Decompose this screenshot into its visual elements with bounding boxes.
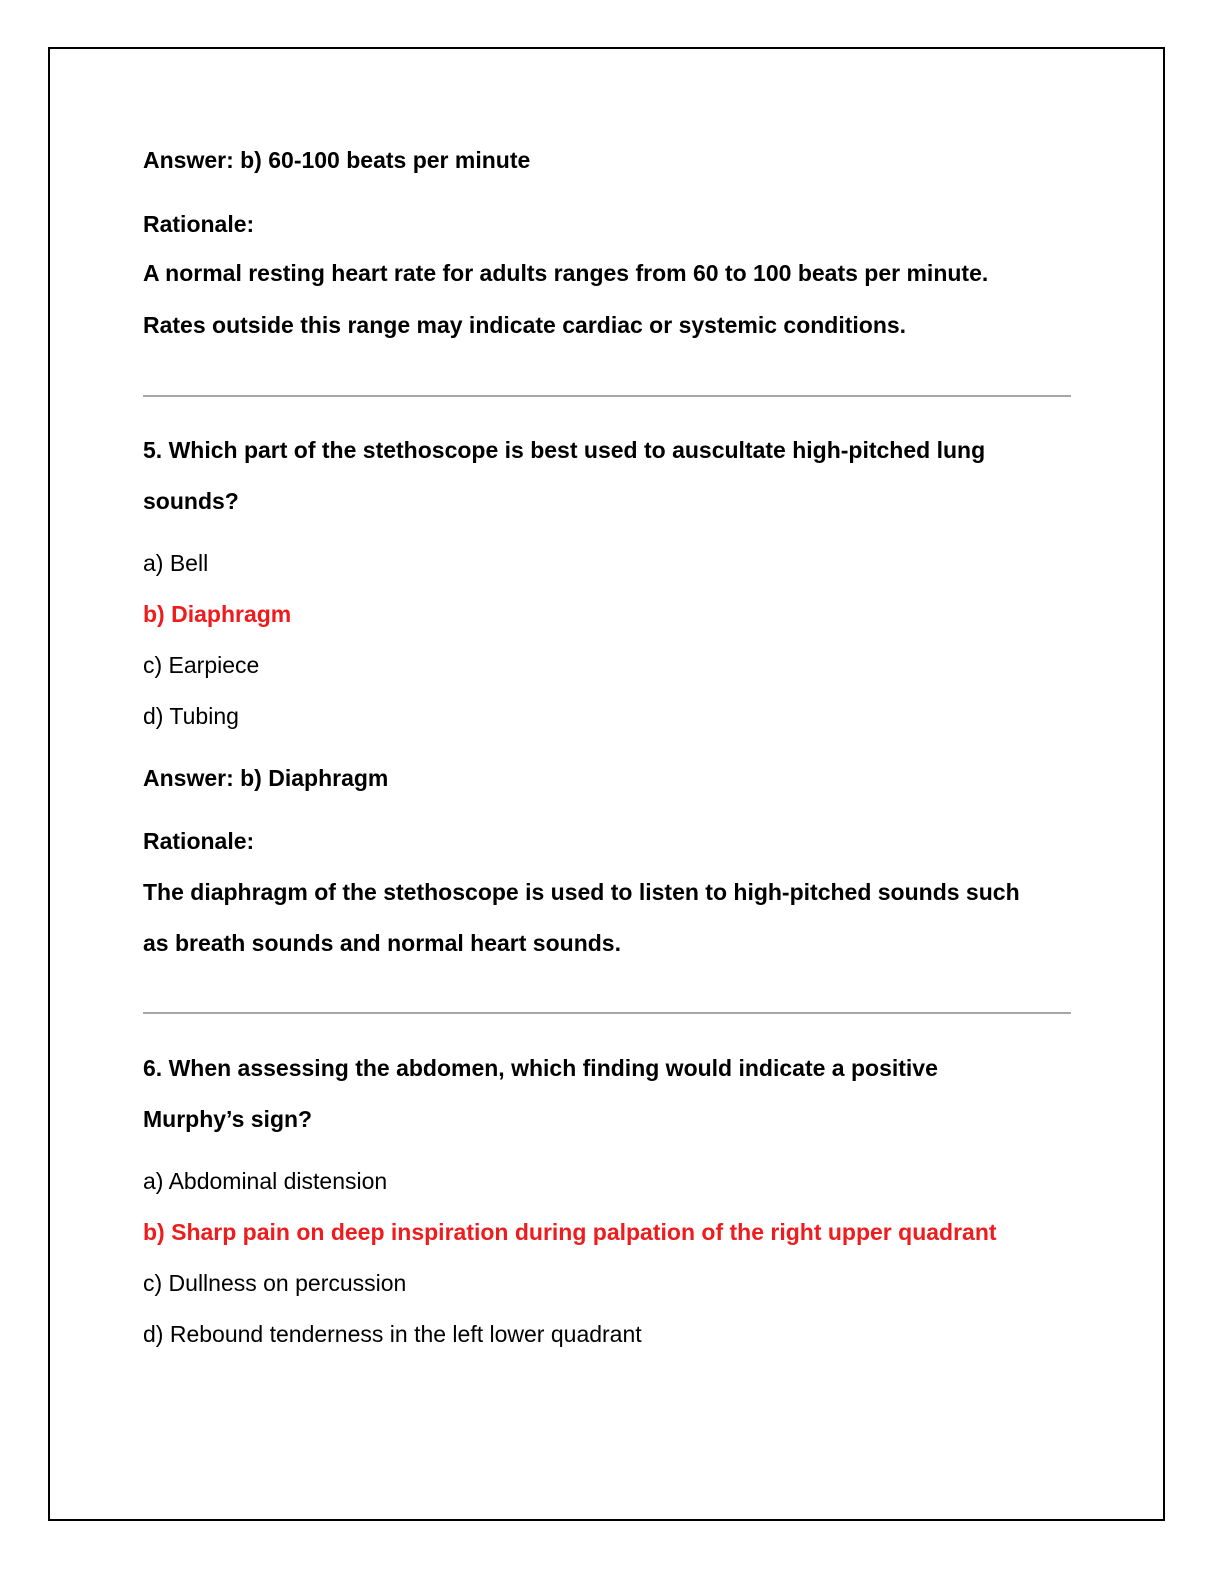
q6-question-line-1: 6. When assessing the abdomen, which finding would indicate a positive [143, 1055, 938, 1081]
q6-option-d: d) Rebound tenderness in the left lower quadrant [143, 1321, 642, 1347]
q6-question-line-2: Murphy’s sign? [143, 1106, 313, 1132]
section-divider-2 [143, 1012, 1071, 1014]
previous-rationale-line-1: A normal resting heart rate for adults ranges from 60 to 100 beats per minute. [143, 260, 989, 286]
q5-rationale-line-2: as breath sounds and normal heart sounds. [143, 930, 621, 956]
previous-answer: Answer: b) 60-100 beats per minute [143, 147, 531, 173]
previous-rationale-label: Rationale: [143, 211, 255, 237]
section-divider-1 [143, 395, 1071, 397]
q6-option-a: a) Abdominal distension [143, 1168, 388, 1194]
q5-rationale-label: Rationale: [143, 828, 255, 854]
previous-rationale-line-2: Rates outside this range may indicate cardiac or systemic conditions. [143, 312, 907, 338]
q5-question-line-2: sounds? [143, 488, 239, 514]
q5-option-d: d) Tubing [143, 703, 239, 729]
q5-rationale-line-1: The diaphragm of the stethoscope is used to listen to high-pitched sounds such [143, 879, 1020, 905]
q5-answer: Answer: b) Diaphragm [143, 765, 389, 791]
q6-option-b-correct: b) Sharp pain on deep inspiration during palpation of the right upper quadrant [143, 1219, 997, 1245]
q5-option-c: c) Earpiece [143, 652, 260, 678]
q5-option-b-correct: b) Diaphragm [143, 601, 292, 627]
q5-option-a: a) Bell [143, 550, 209, 576]
q5-question-line-1: 5. Which part of the stethoscope is best used to auscultate high-pitched lung [143, 437, 986, 463]
q6-option-c: c) Dullness on percussion [143, 1270, 407, 1296]
